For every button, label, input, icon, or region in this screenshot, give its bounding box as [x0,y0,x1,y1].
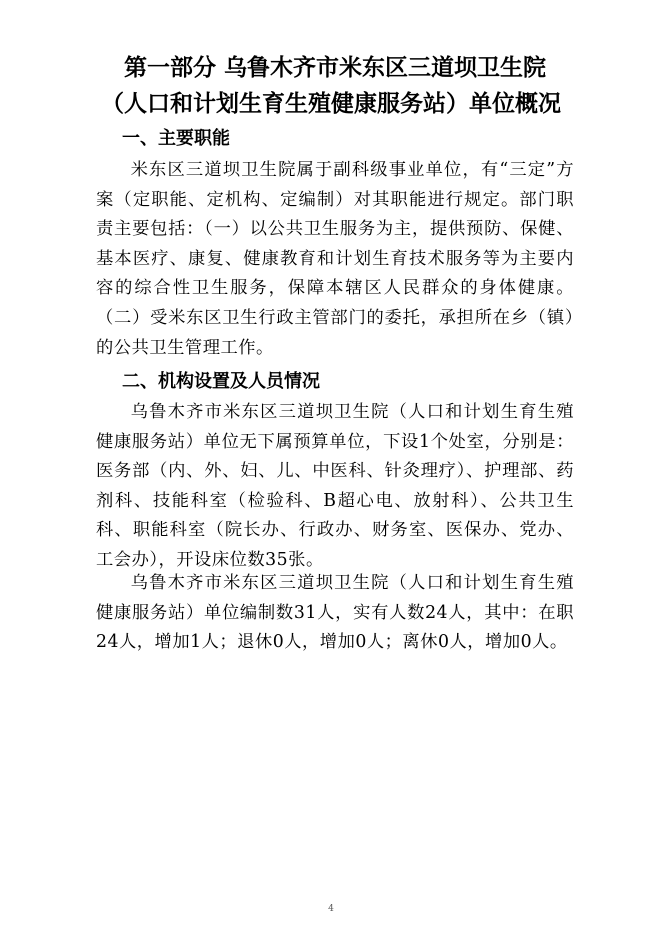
page-number: 4 [328,904,334,914]
paragraph-staffing: 乌鲁木齐市米东区三道坝卫生院（人口和计划生育生殖健康服务站）单位编制数31人，实有人数24人，其中：在职24人，增加1人；退休0人，增加0人；离休0人，增加0人。 [96,573,574,653]
paragraph-main-functions: 米东区三道坝卫生院属于副科级事业单位，有“三定”方案（定职能、定机构、定编制）对其职能进行规定。部门职责主要包括：（一）以公共卫生服务为主，提供预防、保健、基本医疗、康复、健康教育和计划生育技术服务等为主要内容的综合性卫生服务，保障本辖区人民群众的身体健康。（二）受米东区卫生行政主管部门的委托，承担所在乡（镇）的公共卫生管理工作。 [96,160,574,358]
page-title-line-1: 第一部分 乌鲁木齐市米东区三道坝卫生院 [123,55,546,81]
section-heading-organization-staffing: 二、机构设置及人员情况 [122,371,320,392]
page-title-line-2: （人口和计划生育生殖健康服务站）单位概况 [101,91,561,117]
paragraph-organization-setup: 乌鲁木齐市米东区三道坝卫生院（人口和计划生育生殖健康服务站）单位无下属预算单位，下设1个处室，分别是：医务部（内、外、妇、儿、中医科、针灸理疗）、护理部、药剂科、技能科室（检验科、B超心电、放射科）、公共卫生科、职能科室（院长办、行政办、财务室、医保办、党办、工会办），开设床位数35张。 [96,402,574,570]
section-heading-main-functions: 一、主要职能 [122,128,230,149]
